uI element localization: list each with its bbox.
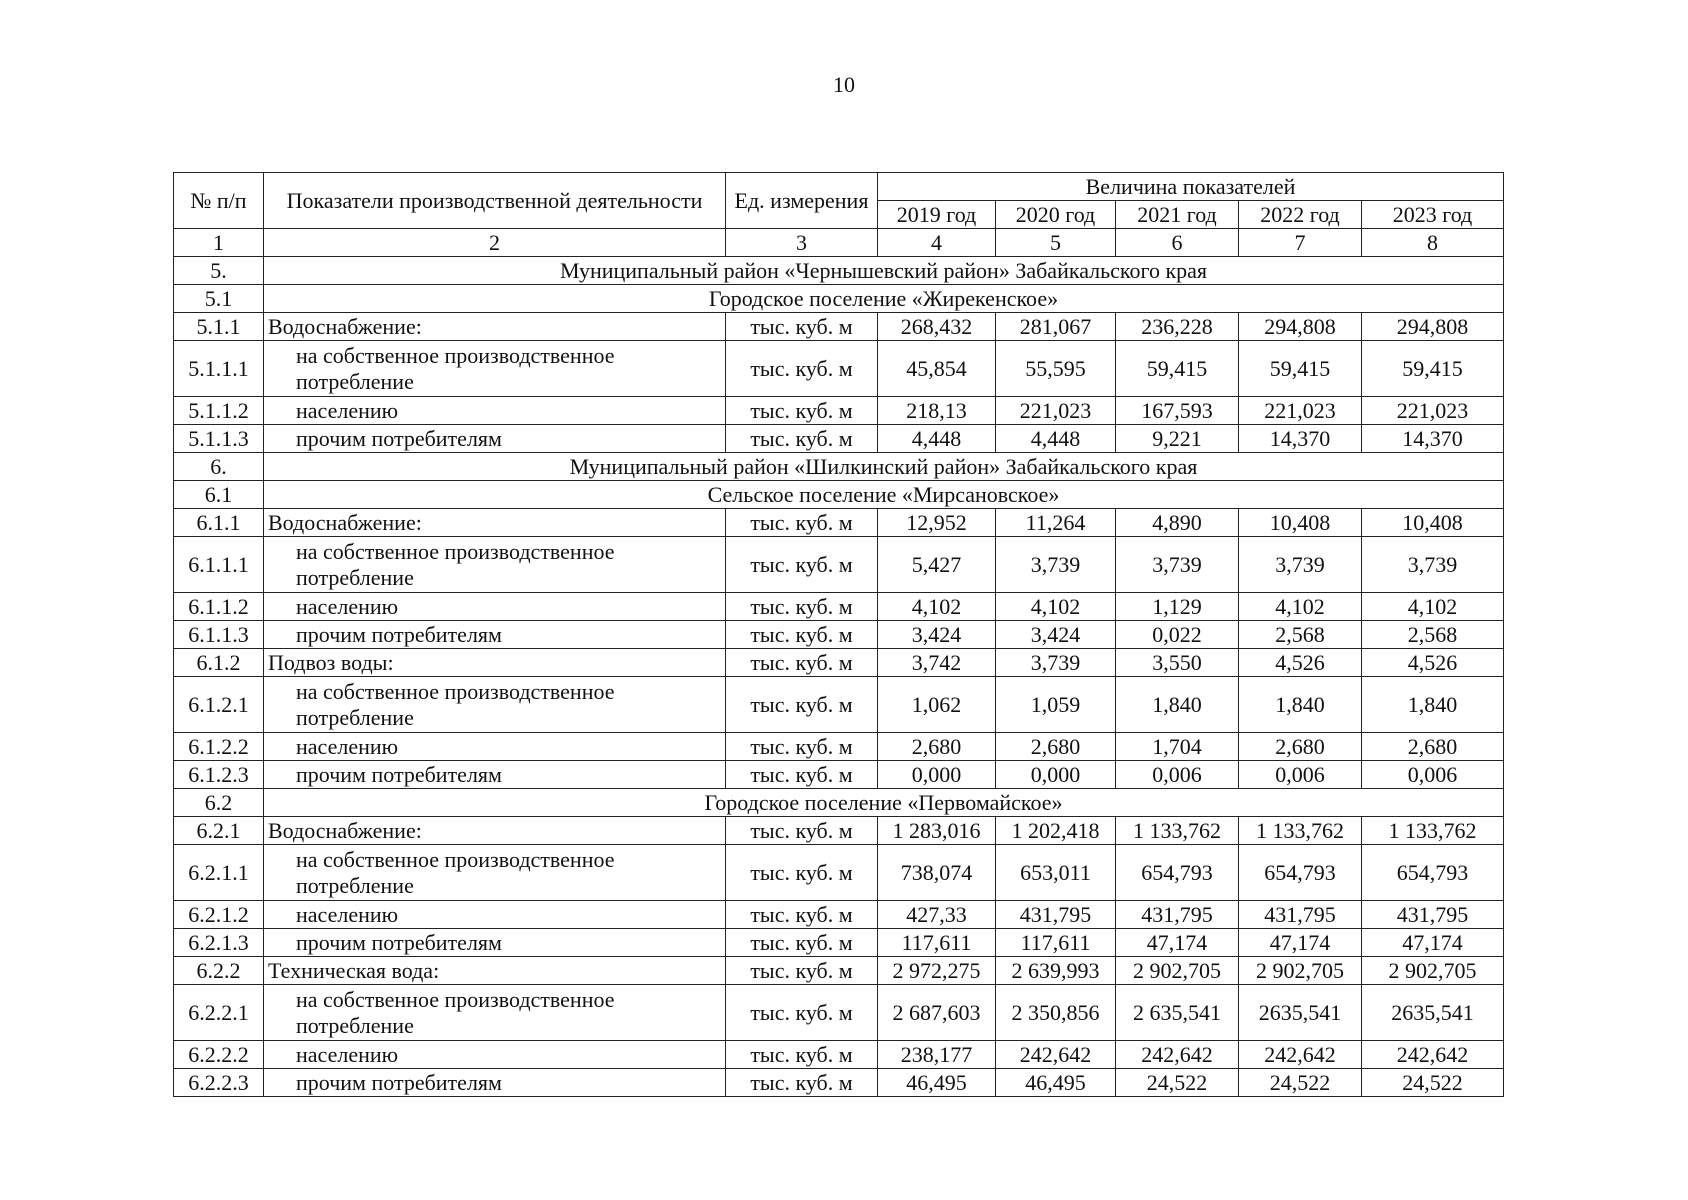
value-cell: 2 639,993 — [996, 957, 1116, 985]
section-title: Муниципальный район «Чернышевский район» Забайкальского края — [264, 257, 1504, 285]
value-cell: 24,522 — [1116, 1069, 1239, 1097]
value-cell: 2 635,541 — [1116, 985, 1239, 1041]
value-cell: 3,739 — [1116, 537, 1239, 593]
value-cell: 46,495 — [996, 1069, 1116, 1097]
value-cell: 4,448 — [996, 425, 1116, 453]
value-cell: 9,221 — [1116, 425, 1239, 453]
table-row — [174, 341, 1504, 397]
value-cell: 24,522 — [1362, 1069, 1504, 1097]
unit-cell: тыс. куб. м — [726, 957, 878, 985]
value-cell: 4,102 — [1362, 593, 1504, 621]
row-number: 6.2.2.1 — [174, 985, 264, 1041]
value-cell: 2,568 — [1239, 621, 1362, 649]
column-number: 2 — [264, 229, 726, 257]
value-cell: 268,432 — [878, 313, 996, 341]
row-number: 6.2.2.3 — [174, 1069, 264, 1097]
row-number: 6.2.1.2 — [174, 901, 264, 929]
unit-cell: тыс. куб. м — [726, 621, 878, 649]
table-header — [174, 173, 1504, 257]
indicator-name: прочим потребителям — [264, 1069, 726, 1097]
value-cell: 59,415 — [1362, 341, 1504, 397]
indicator-name: Водоснабжение: — [264, 313, 726, 341]
indicator-name: прочим потребителям — [264, 929, 726, 957]
value-cell: 167,593 — [1116, 397, 1239, 425]
value-cell: 5,427 — [878, 537, 996, 593]
indicator-name: прочим потребителям — [264, 425, 726, 453]
unit-cell: тыс. куб. м — [726, 1041, 878, 1069]
row-number: 6.2.1.3 — [174, 929, 264, 957]
row-number: 6.2 — [174, 789, 264, 817]
row-number: 6.1.1.1 — [174, 537, 264, 593]
unit-cell: тыс. куб. м — [726, 929, 878, 957]
value-cell: 431,795 — [996, 901, 1116, 929]
value-cell: 654,793 — [1239, 845, 1362, 901]
value-cell: 0,006 — [1116, 761, 1239, 789]
value-cell: 4,526 — [1239, 649, 1362, 677]
value-cell: 1,840 — [1116, 677, 1239, 733]
value-cell: 236,228 — [1116, 313, 1239, 341]
value-cell: 14,370 — [1239, 425, 1362, 453]
header-values-group: Величина показателей — [878, 173, 1504, 201]
value-cell: 10,408 — [1239, 509, 1362, 537]
value-cell: 294,808 — [1362, 313, 1504, 341]
value-cell: 3,739 — [1239, 537, 1362, 593]
indicator-name: населению — [264, 593, 726, 621]
section-row — [174, 257, 1504, 285]
unit-cell: тыс. куб. м — [726, 313, 878, 341]
column-number: 3 — [726, 229, 878, 257]
value-cell: 3,739 — [1362, 537, 1504, 593]
value-cell: 1,062 — [878, 677, 996, 733]
header-year: 2023 год — [1362, 201, 1504, 229]
value-cell: 0,006 — [1239, 761, 1362, 789]
value-cell: 2 972,275 — [878, 957, 996, 985]
section-title: Муниципальный район «Шилкинский район» Забайкальского края — [264, 453, 1504, 481]
indicator-name: на собственное производственное потребление — [264, 845, 726, 901]
value-cell: 1 283,016 — [878, 817, 996, 845]
indicator-name: на собственное производственное потребление — [264, 341, 726, 397]
indicator-name: прочим потребителям — [264, 761, 726, 789]
header-indicator: Показатели производственной деятельности — [264, 173, 726, 229]
value-cell: 10,408 — [1362, 509, 1504, 537]
column-number: 1 — [174, 229, 264, 257]
value-cell: 221,023 — [1362, 397, 1504, 425]
row-number: 6.2.1 — [174, 817, 264, 845]
value-cell: 431,795 — [1239, 901, 1362, 929]
table-row — [174, 593, 1504, 621]
row-number: 6.1.2.2 — [174, 733, 264, 761]
value-cell: 2635,541 — [1239, 985, 1362, 1041]
value-cell: 221,023 — [1239, 397, 1362, 425]
unit-cell: тыс. куб. м — [726, 985, 878, 1041]
table-row — [174, 985, 1504, 1041]
value-cell: 2635,541 — [1362, 985, 1504, 1041]
value-cell: 0,006 — [1362, 761, 1504, 789]
row-number: 6.2.1.1 — [174, 845, 264, 901]
indicators-table — [173, 172, 1504, 1097]
indicator-name: населению — [264, 733, 726, 761]
value-cell: 45,854 — [878, 341, 996, 397]
table-row — [174, 1041, 1504, 1069]
value-cell: 2,680 — [1239, 733, 1362, 761]
header-year: 2022 год — [1239, 201, 1362, 229]
row-number: 5.1.1.2 — [174, 397, 264, 425]
column-number: 8 — [1362, 229, 1504, 257]
indicator-name: прочим потребителям — [264, 621, 726, 649]
unit-cell: тыс. куб. м — [726, 649, 878, 677]
column-number: 4 — [878, 229, 996, 257]
row-number: 6.1.1 — [174, 509, 264, 537]
indicator-name: Подвоз воды: — [264, 649, 726, 677]
section-title: Городское поселение «Первомайское» — [264, 789, 1504, 817]
value-cell: 221,023 — [996, 397, 1116, 425]
value-cell: 47,174 — [1116, 929, 1239, 957]
column-number: 7 — [1239, 229, 1362, 257]
section-title: Городское поселение «Жирекенское» — [264, 285, 1504, 313]
value-cell: 0,000 — [996, 761, 1116, 789]
row-number: 5.1.1.3 — [174, 425, 264, 453]
unit-cell: тыс. куб. м — [726, 593, 878, 621]
table-row — [174, 425, 1504, 453]
value-cell: 59,415 — [1239, 341, 1362, 397]
value-cell: 242,642 — [996, 1041, 1116, 1069]
table-row — [174, 677, 1504, 733]
section-row — [174, 481, 1504, 509]
unit-cell: тыс. куб. м — [726, 509, 878, 537]
value-cell: 242,642 — [1116, 1041, 1239, 1069]
value-cell: 1,840 — [1239, 677, 1362, 733]
indicator-name: Водоснабжение: — [264, 509, 726, 537]
value-cell: 11,264 — [996, 509, 1116, 537]
row-number: 5.1.1.1 — [174, 341, 264, 397]
value-cell: 2,680 — [996, 733, 1116, 761]
table-row — [174, 621, 1504, 649]
indicator-name: на собственное производственное потребление — [264, 677, 726, 733]
value-cell: 12,952 — [878, 509, 996, 537]
value-cell: 2 902,705 — [1116, 957, 1239, 985]
unit-cell: тыс. куб. м — [726, 677, 878, 733]
value-cell: 1,704 — [1116, 733, 1239, 761]
value-cell: 3,424 — [878, 621, 996, 649]
value-cell: 1,059 — [996, 677, 1116, 733]
section-title: Сельское поселение «Мирсановское» — [264, 481, 1504, 509]
value-cell: 14,370 — [1362, 425, 1504, 453]
value-cell: 59,415 — [1116, 341, 1239, 397]
row-number: 6. — [174, 453, 264, 481]
unit-cell: тыс. куб. м — [726, 341, 878, 397]
value-cell: 4,448 — [878, 425, 996, 453]
row-number: 5.1 — [174, 285, 264, 313]
value-cell: 3,742 — [878, 649, 996, 677]
column-number: 6 — [1116, 229, 1239, 257]
section-row — [174, 285, 1504, 313]
value-cell: 117,611 — [996, 929, 1116, 957]
row-number: 6.1.2.1 — [174, 677, 264, 733]
table-row — [174, 761, 1504, 789]
value-cell: 55,595 — [996, 341, 1116, 397]
indicator-name: населению — [264, 901, 726, 929]
row-number: 6.1 — [174, 481, 264, 509]
value-cell: 431,795 — [1116, 901, 1239, 929]
table-row — [174, 817, 1504, 845]
value-cell: 0,000 — [878, 761, 996, 789]
unit-cell: тыс. куб. м — [726, 397, 878, 425]
indicator-name: населению — [264, 1041, 726, 1069]
value-cell: 2 902,705 — [1362, 957, 1504, 985]
value-cell: 3,739 — [996, 649, 1116, 677]
unit-cell: тыс. куб. м — [726, 733, 878, 761]
value-cell: 427,33 — [878, 901, 996, 929]
header-unit: Ед. измерения — [726, 173, 878, 229]
value-cell: 242,642 — [1239, 1041, 1362, 1069]
value-cell: 654,793 — [1362, 845, 1504, 901]
indicator-name: Техническая вода: — [264, 957, 726, 985]
value-cell: 3,424 — [996, 621, 1116, 649]
row-number: 6.2.2 — [174, 957, 264, 985]
value-cell: 2 687,603 — [878, 985, 996, 1041]
table-row — [174, 313, 1504, 341]
value-cell: 1,129 — [1116, 593, 1239, 621]
indicator-name: населению — [264, 397, 726, 425]
value-cell: 117,611 — [878, 929, 996, 957]
table-row — [174, 901, 1504, 929]
row-number: 6.1.1.2 — [174, 593, 264, 621]
value-cell: 2,680 — [878, 733, 996, 761]
value-cell: 738,074 — [878, 845, 996, 901]
value-cell: 46,495 — [878, 1069, 996, 1097]
value-cell: 2 350,856 — [996, 985, 1116, 1041]
value-cell: 4,102 — [1239, 593, 1362, 621]
table-row — [174, 1069, 1504, 1097]
table-row — [174, 537, 1504, 593]
value-cell: 242,642 — [1362, 1041, 1504, 1069]
value-cell: 47,174 — [1239, 929, 1362, 957]
column-number: 5 — [996, 229, 1116, 257]
value-cell: 2 902,705 — [1239, 957, 1362, 985]
value-cell: 1 133,762 — [1362, 817, 1504, 845]
value-cell: 4,526 — [1362, 649, 1504, 677]
value-cell: 238,177 — [878, 1041, 996, 1069]
unit-cell: тыс. куб. м — [726, 425, 878, 453]
header-year: 2021 год — [1116, 201, 1239, 229]
value-cell: 218,13 — [878, 397, 996, 425]
table-row — [174, 397, 1504, 425]
unit-cell: тыс. куб. м — [726, 1069, 878, 1097]
header-year: 2019 год — [878, 201, 996, 229]
row-number: 6.1.2 — [174, 649, 264, 677]
value-cell: 1 133,762 — [1116, 817, 1239, 845]
table-row — [174, 649, 1504, 677]
value-cell: 1 133,762 — [1239, 817, 1362, 845]
table-row — [174, 733, 1504, 761]
value-cell: 431,795 — [1362, 901, 1504, 929]
value-cell: 47,174 — [1362, 929, 1504, 957]
value-cell: 0,022 — [1116, 621, 1239, 649]
value-cell: 4,890 — [1116, 509, 1239, 537]
table-row — [174, 957, 1504, 985]
value-cell: 2,680 — [1362, 733, 1504, 761]
header-num: № п/п — [174, 173, 264, 229]
value-cell: 1 202,418 — [996, 817, 1116, 845]
indicator-name: на собственное производственное потребление — [264, 537, 726, 593]
table-row — [174, 509, 1504, 537]
value-cell: 3,550 — [1116, 649, 1239, 677]
value-cell: 3,739 — [996, 537, 1116, 593]
row-number: 5. — [174, 257, 264, 285]
row-number: 6.1.1.3 — [174, 621, 264, 649]
value-cell: 294,808 — [1239, 313, 1362, 341]
section-row — [174, 453, 1504, 481]
row-number: 6.2.2.2 — [174, 1041, 264, 1069]
value-cell: 4,102 — [996, 593, 1116, 621]
row-number: 5.1.1 — [174, 313, 264, 341]
value-cell: 4,102 — [878, 593, 996, 621]
unit-cell: тыс. куб. м — [726, 817, 878, 845]
value-cell: 654,793 — [1116, 845, 1239, 901]
unit-cell: тыс. куб. м — [726, 761, 878, 789]
value-cell: 24,522 — [1239, 1069, 1362, 1097]
section-row — [174, 789, 1504, 817]
unit-cell: тыс. куб. м — [726, 845, 878, 901]
value-cell: 281,067 — [996, 313, 1116, 341]
table-body — [174, 257, 1504, 1097]
table-row — [174, 929, 1504, 957]
unit-cell: тыс. куб. м — [726, 901, 878, 929]
value-cell: 653,011 — [996, 845, 1116, 901]
row-number: 6.1.2.3 — [174, 761, 264, 789]
unit-cell: тыс. куб. м — [726, 537, 878, 593]
header-year: 2020 год — [996, 201, 1116, 229]
page-number: 10 — [833, 72, 855, 97]
value-cell: 1,840 — [1362, 677, 1504, 733]
table-row — [174, 845, 1504, 901]
indicator-name: Водоснабжение: — [264, 817, 726, 845]
indicator-name: на собственное производственное потребление — [264, 985, 726, 1041]
value-cell: 2,568 — [1362, 621, 1504, 649]
